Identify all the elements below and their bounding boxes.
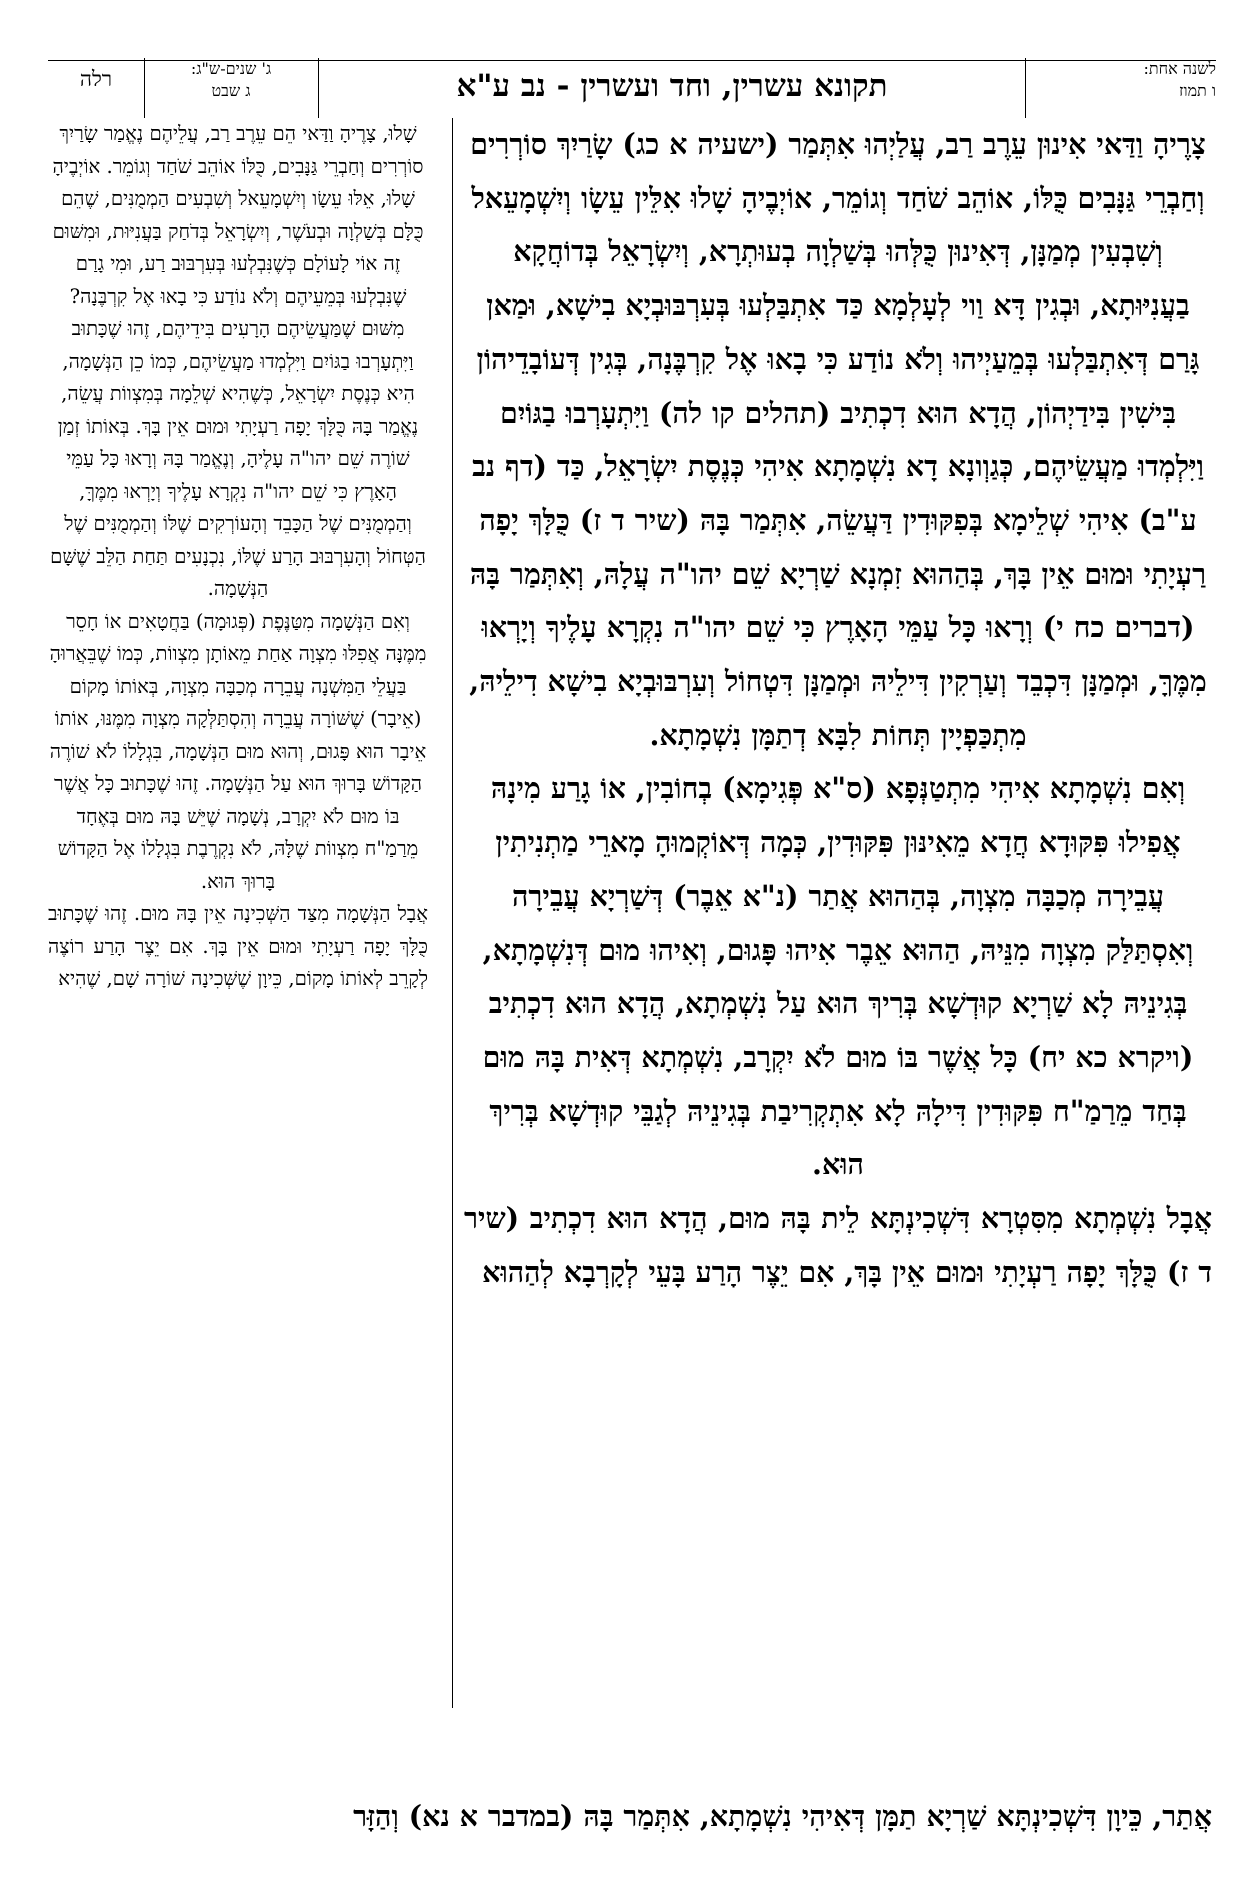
- page-title: תקונא עשרין, וחד ועשרין - נב ע"א: [456, 68, 888, 104]
- column-divider: [452, 118, 453, 1708]
- header-left-bottom: ג שבט: [211, 81, 251, 100]
- header-page-number-box: [48, 58, 144, 94]
- translation-paragraph-1: שָׁלוּ, צָרֶיהָ וַדַּאי הֵם עֵרֶב רַב, עֲלֵיהֶם נֶאֱמַר שָׂרַיִךְ סוֹרְרִים וְחַבְרֵי גַּנָּבִים, כֻּלּוֹ אוֹהֵב שֹׁחַד וְגוֹמֵר. אוֹיְבֶיהָ שָׁלוּ, אֵלּוּ עֵשָׂו וְיִשְׁמָעֵאל וְשִׁבְעִים הַמְמֻנִּים, שֶׁהֵם כֻּלָּם בְּשַׁלְוָה וּבְעֹשֶׁר, וְיִשְׂרָאֵל בְּדֹחַק בַּעֲנִיּוּת, וּמִשּׁוּם זֶה אוֹי לָעוֹלָם כְּשֶׁנִּבְלְעוּ בְּעִרְבּוּב רַע, וּמִי גָרַם שֶׁנִּבְלְעוּ בְּמֵעֵיהֶם וְלֹא נוֹדַע כִּי בָאוּ אֶל קִרְבֶּנָה? מִשּׁוּם שֶׁמַּעֲשֵׂיהֶם הָרָעִים בִּידֵיהֶם, זֶהוּ שֶׁכָּתוּב וַיִּתְעָרְבוּ בַגּוֹיִם וַיִּלְמְדוּ מַעֲשֵׂיהֶם, כְּמוֹ כֵן הַנְּשָׁמָה, הִיא כְּנֶסֶת יִשְׂרָאֵל, כְּשֶׁהִיא שְׁלֵמָה בְּמִצְווֹת עֲשֵׂה, נֶאֱמַר בָּהּ כֻּלָּךְ יָפָה רַעְיָתִי וּמוּם אֵין בָּךְ. בְּאוֹתוֹ זְמַן שׁוֹרֶה שֵׁם יהו"ה עָלֶיהָ, וְנֶאֱמַר בָּהּ וְרָאוּ כָּל עַמֵּי הָאָרֶץ כִּי שֵׁם יהו"ה נִקְרָא עָלֶיךָ וְיָרְאוּ מִמֶּךָּ, וְהַמְמֻנִּים שֶׁל הַכָּבֵד וְהָעוֹרְקִים שֶׁלּוֹ וְהַמְמֻנִּים שֶׁל הַטְּחוֹל וְהָעִרְבּוּב הָרַע שֶׁלּוֹ, נִכְנָעִים תַּחַת הַלֵּב שֶׁשָּׁם הַנְּשָׁמָה.: [50, 122, 426, 600]
- page-header: [48, 58, 1216, 118]
- main-bottom-line: אֲתַר, כֵּיוָן דִּשְׁכִינְתָּא שַׁרְיָא תַמָּן דְּאִיהִי נִשְׁמָתָא, אִתְּמַר בָּהּ (במדבר א נא) וְהַזָּר: [353, 1799, 1212, 1833]
- header-right-bottom: ו תמוז: [1179, 81, 1216, 100]
- translation-paragraph-2: וְאִם הַנְּשָׁמָה מִטַּנֶּפֶת (פְּגוּמָה) בַּחֲטָאִים אוֹ חָסֵר מִמֶּנָּה אֲפִלּוּ מִצְוָה אַחַת מֵאוֹתָן מִצְווֹת, כְּמוֹ שֶׁבֵּאֲרוּהָ בַּעֲלֵי הַמִּשְׁנָה עֲבֵרָה מְכַבָּה מִצְוָה, בְּאוֹתוֹ מָקוֹם (אֵיבָר) שֶׁשּׁוֹרָה עֲבֵרָה וְהִסְתַּלְּקָה מִצְוָה מִמֶּנּוּ, אוֹתוֹ אֵיבָר הוּא פָּגוּם, וְהוּא מוּם הַנְּשָׁמָה, בִּגְלָלוֹ לֹא שׁוֹרֶה הַקָּדוֹשׁ בָּרוּךְ הוּא עַל הַנְּשָׁמָה. זֶהוּ שֶׁכָּתוּב כָּל אֲשֶׁר בּוֹ מוּם לֹא יִקְרָב, נְשָׁמָה שֶׁיֵּשׁ בָּהּ מוּם בְּאֶחָד מֵרַמַ"ח מִצְווֹת שֶׁלָּהּ, לֹא נִקְרֶבֶת בִּגְלָלוֹ אֶל הַקָּדוֹשׁ בָּרוּךְ הוּא.: [49, 609, 427, 893]
- header-center: [318, 58, 1026, 108]
- header-right-top: לשנה אחת:: [1143, 59, 1216, 78]
- translation-paragraph-3: אֲבָל הַנְּשָׁמָה מִצַּד הַשְּׁכִינָה אֵין בָּהּ מוּם. זֶהוּ שֶׁכָּתוּב כֻּלָּךְ יָפָה רַעְיָתִי וּמוּם אֵין בָּךְ. אִם יֵצֶר הָרַע רוֹצֶה לְקָרֵב לְאוֹתוֹ מָקוֹם, כֵּיוָן שֶׁשְּׁכִינָה שׁוֹרָה שָׁם, שֶׁהִיא: [48, 902, 428, 990]
- main-paragraph-3: אֲבָל נִשְׁמְתָא מִסִּטְרָא דִּשְׁכִינְתָּא לֵית בָּהּ מוּם, הֲדָא הוּא דִכְתִיב (שיר ד ז) כֻּלָּךְ יָפָה רַעְיָתִי וּמוּם אֵין בָּךְ, אִם יֵצֶר הָרַע בָּעֵי לְקָרְבָא לְהַהוּא: [464, 1201, 1212, 1289]
- main-text-column: [464, 118, 1212, 1840]
- header-rule: [48, 60, 1216, 61]
- main-paragraph-2: וְאִם נִשְׁמָתָא אִיהִי מִתְטַנְּפָא (ס"א פְּגִימָא) בְחוֹבִין, אוֹ גָרַע מִינָהּ אֲפִילוּ פִּקּוּדָא חֲדָא מֵאִינּוּן פִּקּוּדִין, כְּמָה דְּאוֹקְמוּהָ מָארֵי מַתְנִיתִין עֲבֵירָה מְכַבָּה מִצְוָה, בְּהַהוּא אֲתַר (נ"א אֵבֶר) דְּשַׁרְיָא עֲבֵירָה וְאִסְתַּלַּק מִצְוָה מִנֵּיהּ, הַהוּא אֵבֶר אִיהוּ פָּגוּם, וְאִיהוּ מוּם דְּנִשְׁמָתָא, בְּגִינֵיהּ לָא שַׁרְיָא קוּדְשָׁא בְּרִיךְ הוּא עַל נִשְׁמְתָא, הֲדָא הוּא דִכְתִיב (ויקרא כא יח) כָּל אֲשֶׁר בּוֹ מוּם לֹא יִקְרָב, נִשְׁמְתָא דְּאִית בָּהּ מוּם בְּחַד מֵרַמַ"ח פִּקּוּדִין דִּילָהּ לָא אִתְקְרִיבַת בְּגִינֵיהּ לְגַבֵּי קוּדְשָׁא בְּרִיךְ הוּא.: [482, 771, 1194, 1182]
- header-left-top: ג' שנים-ש"ג:: [190, 59, 272, 78]
- main-paragraph-1: צָרֶיהָ וַדַּאי אִינוּן עֵרֶב רַב, עֲלַיְהוּ אִתְּמַר (ישעיה א כג) שָׂרַיִךְ סוֹרְרִים וְחַבְרֵי גַּנָּבִים כֻּלּוֹ, אוֹהֵב שֹׁחַד וְגוֹמֵר, אוֹיְבֶיהָ שָׁלוּ אִלֵּין עֵשָׂו וְיִשְׁמָעֵאל וְשִׁבְעִין מְמַנָּן, דְּאִינוּן כֻּלְּהוּ בְּשַׁלְוָה בְעוּתְרָא, וְיִשְׂרָאֵל בְּדוֹחֲקָא בַעֲנִיּוּתָא, וּבְגִין דָּא וַוי לְעָלְמָא כַּד אִתְבַּלְעוּ בְּעִרְבּוּבְיָא בִישָׁא, וּמַאן גָּרַם דְּאִתְבַּלְעוּ בְּמֵעַיְיהוּ וְלֹא נוֹדַע כִּי בָאוּ אֶל קִרְבֶּנָה, בְּגִין דְּעוֹבָדֵיהוֹן בִּישִׁין בִּידַיְהוֹן, הֲדָא הוּא דִכְתִיב (תהלים קו לה) וַיִּתְעָרְבוּ בַגּוֹיִם וַיִּלְמְדוּ מַעֲשֵׂיהֶם, כְּגַוְונָא דָא נִשְׁמָתָא אִיהִי כְּנֶסֶת יִשְׂרָאֵל, כַּד (דף נב ע"ב) אִיהִי שְׁלֵימָא בְּפִקּוּדִין דַּעֲשֵׂה, אִתְּמַר בָּהּ (שיר ד ז) כֻּלָּךְ יָפָה רַעְיָתִי וּמוּם אֵין בָּךְ, בְּהַהוּא זִמְנָא שַׁרְיָא שֵׁם יהו"ה עֲלָהּ, וְאִתְּמַר בָּהּ (דברים כח י) וְרָאוּ כָּל עַמֵּי הָאָרֶץ כִּי שֵׁם יהו"ה נִקְרָא עָלֶיךָ וְיָרְאוּ מִמֶּךָּ, וּמְמַנָּן דִּכְבֵד וְעַרְקִין דִּילֵיהּ וּמְמַנָּן דִּטְחוֹל וְעִרְבּוּבְיָא בִישָׁא דִילֵיהּ, מִתְכַּפְיָין תְּחוֹת לִבָּא דְתַמָּן נִשְׁמָתָא.: [469, 127, 1207, 752]
- header-separator-right: [1025, 58, 1026, 118]
- header-right: [1026, 58, 1216, 102]
- translation-column: [48, 118, 428, 1698]
- header-separator-number: [144, 58, 145, 118]
- page-number: רלה: [79, 67, 113, 91]
- header-separator-left: [318, 58, 319, 118]
- header-left: [144, 58, 318, 102]
